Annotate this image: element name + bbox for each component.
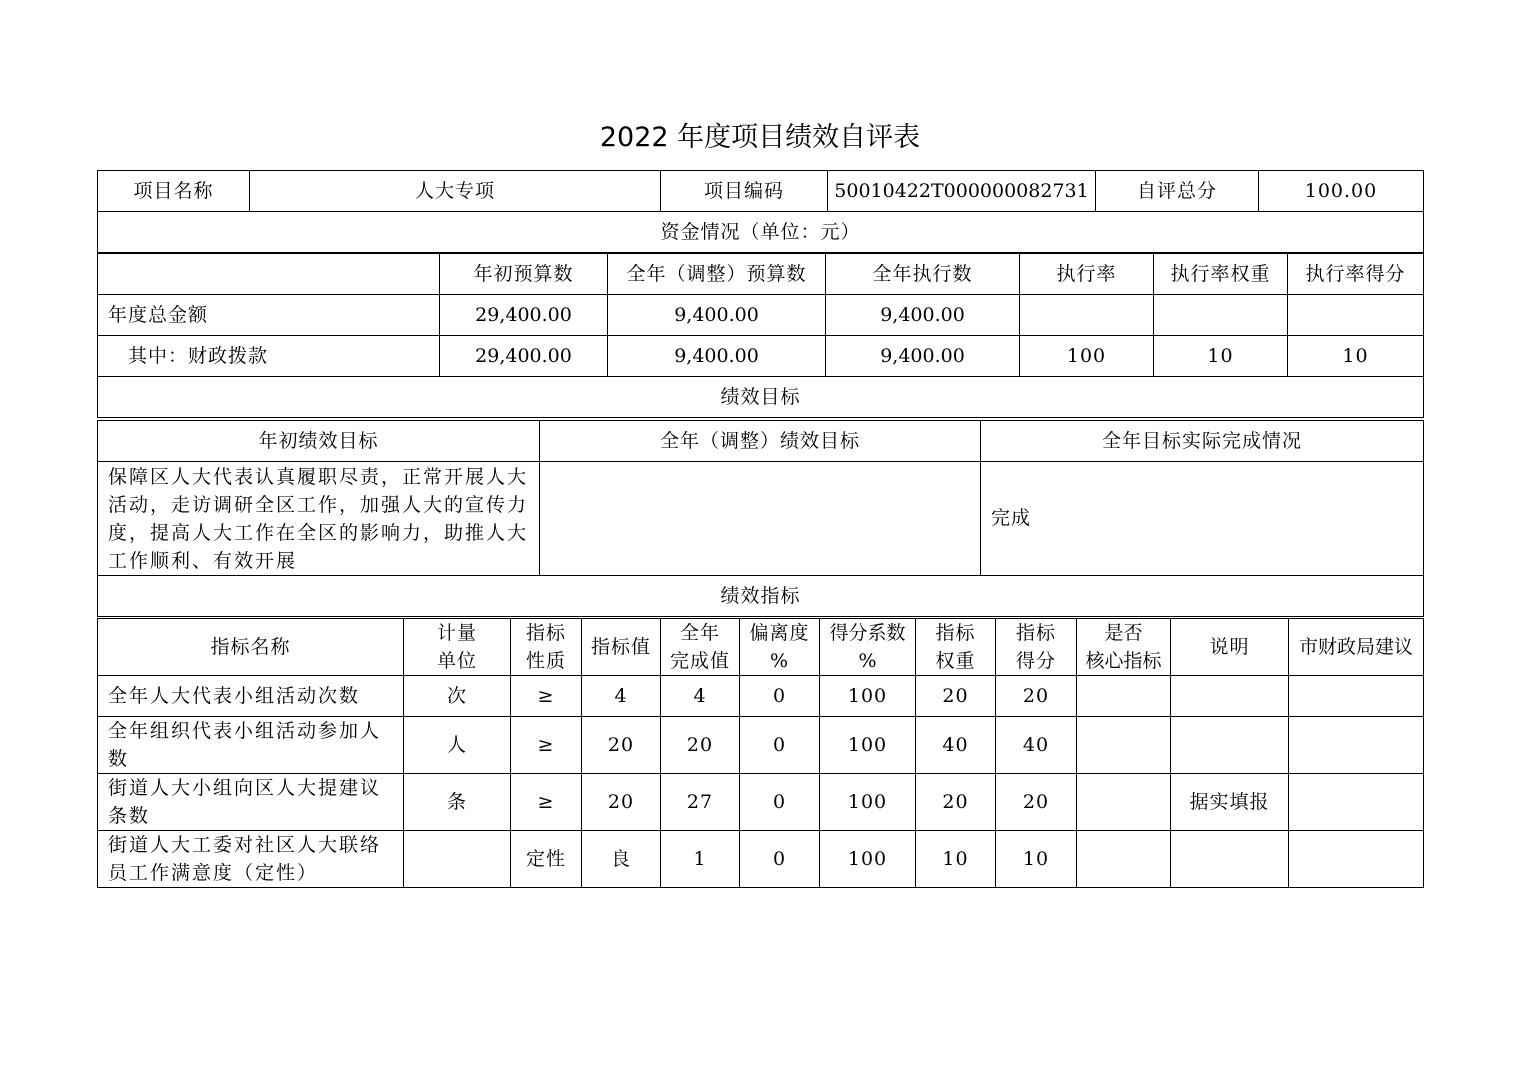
indicator-cell: ≥ [511, 774, 582, 831]
goals-section-title: 绩效目标 [98, 377, 1424, 418]
indicator-header-line: 得分 [1015, 650, 1056, 672]
indicator-header-cell [661, 619, 740, 676]
indicator-cell: 10 [996, 831, 1077, 888]
funds-row-total [98, 295, 1424, 336]
indicator-cell: 条 [404, 774, 511, 831]
indicator-name: 街道人大小组向区人大提建议条数 [98, 774, 404, 831]
indicator-row [98, 774, 1424, 831]
indicator-name: 全年组织代表小组活动参加人数 [98, 717, 404, 774]
funds-section-title: 资金情况（单位：元） [98, 212, 1424, 253]
indicator-header-line: % [769, 650, 790, 672]
funds-header-row [98, 254, 1424, 295]
goals-header-row [98, 421, 1424, 462]
funds-cell: 9,400.00 [826, 295, 1020, 336]
indicator-cell: 40 [916, 717, 996, 774]
page-title: 2022 年度项目绩效自评表 [599, 122, 921, 153]
funds-table [97, 253, 1424, 418]
indicator-cell: 0 [740, 831, 820, 888]
indicator-cell: 100 [820, 774, 916, 831]
indicator-header-line: 全年 [679, 622, 720, 644]
indicator-cell [1077, 774, 1171, 831]
indicator-header-line: 是否 [1104, 622, 1143, 644]
project-code-value: 50010422T000000082731 [828, 171, 1096, 212]
indicator-cell: 1 [661, 831, 740, 888]
indicators-header-row [98, 619, 1424, 676]
indicator-cell [1171, 831, 1289, 888]
indicator-header-cell [916, 619, 996, 676]
indicator-name: 全年人大代表小组活动次数 [98, 676, 404, 717]
indicator-cell [1077, 717, 1171, 774]
indicator-cell: ≥ [511, 717, 582, 774]
indicator-cell: 27 [661, 774, 740, 831]
goals-content-row [98, 462, 1424, 576]
project-info-row [98, 171, 1424, 212]
indicator-cell: 20 [916, 774, 996, 831]
indicator-header-cell [996, 619, 1077, 676]
indicator-cell: 0 [740, 774, 820, 831]
indicator-cell: 10 [916, 831, 996, 888]
indicator-cell: 100 [820, 676, 916, 717]
indicator-header-line: 得分系数 [829, 622, 906, 644]
indicator-header-line: 指标 [525, 622, 566, 644]
indicator-header-line: 市财政局建议 [1298, 636, 1413, 658]
indicator-header-line: 计量 [436, 622, 477, 644]
indicator-header-cell [740, 619, 820, 676]
indicator-cell: 20 [582, 774, 661, 831]
adjusted-goal-text [540, 462, 981, 576]
indicators-table [97, 618, 1424, 888]
indicator-cell: 0 [740, 717, 820, 774]
indicator-cell [1077, 676, 1171, 717]
indicator-cell: 据实填报 [1171, 774, 1289, 831]
indicator-name: 街道人大工委对社区人大联络员工作满意度（定性） [98, 831, 404, 888]
indicator-header-cell [98, 619, 404, 676]
indicator-cell: 定性 [511, 831, 582, 888]
funds-cell: 100 [1020, 336, 1154, 377]
funds-cell: 其中：财政拨款 [98, 336, 440, 377]
indicator-header-line: 单位 [436, 650, 477, 672]
funds-header-cell: 全年执行数 [826, 254, 1020, 295]
indicators-section-row [98, 576, 1424, 617]
indicator-header-cell [511, 619, 582, 676]
indicator-cell: 40 [996, 717, 1077, 774]
indicator-header-line: 指标名称 [210, 636, 291, 658]
funds-header-cell: 执行率得分 [1288, 254, 1424, 295]
indicator-cell: ≥ [511, 676, 582, 717]
funds-header-cell: 执行率 [1020, 254, 1154, 295]
indicator-cell [1171, 676, 1289, 717]
indicator-cell [404, 831, 511, 888]
indicator-cell: 4 [661, 676, 740, 717]
indicator-header-line: 核心指标 [1085, 650, 1162, 672]
indicator-cell: 20 [661, 717, 740, 774]
project-code-label: 项目编码 [661, 171, 828, 212]
goals-section-row [98, 377, 1424, 418]
funds-cell: 年度总金额 [98, 295, 440, 336]
indicator-cell [1289, 774, 1424, 831]
indicator-header-line: % [858, 650, 877, 672]
funds-cell: 9,400.00 [608, 295, 826, 336]
indicator-header-line: 指标 [935, 622, 976, 644]
indicator-header-cell [404, 619, 511, 676]
indicator-header-line: 完成值 [669, 650, 730, 672]
indicator-cell: 人 [404, 717, 511, 774]
indicator-header-cell [582, 619, 661, 676]
funds-cell: 29,400.00 [440, 336, 608, 377]
indicator-cell: 0 [740, 676, 820, 717]
funds-cell: 10 [1288, 336, 1424, 377]
funds-cell [1020, 295, 1154, 336]
indicator-header-line: 偏离度 [749, 622, 810, 644]
funds-section-row [98, 212, 1424, 253]
indicator-header-line: 权重 [935, 650, 976, 672]
goals-table [97, 420, 1424, 617]
project-info-table [97, 170, 1424, 253]
indicator-cell: 20 [916, 676, 996, 717]
indicator-header-line: 指标 [1015, 622, 1056, 644]
indicator-header-line: 性质 [525, 650, 566, 672]
funds-header-cell: 全年（调整）预算数 [608, 254, 826, 295]
funds-header-cell: 年初预算数 [440, 254, 608, 295]
funds-cell: 29,400.00 [440, 295, 608, 336]
indicator-cell: 4 [582, 676, 661, 717]
indicator-cell: 20 [996, 774, 1077, 831]
indicator-row [98, 676, 1424, 717]
indicator-cell: 100 [820, 717, 916, 774]
funds-header-cell: 执行率权重 [1154, 254, 1288, 295]
indicator-header-line: 说明 [1209, 636, 1250, 658]
indicator-cell: 良 [582, 831, 661, 888]
indicator-cell [1289, 676, 1424, 717]
indicator-cell: 次 [404, 676, 511, 717]
funds-row-fiscal [98, 336, 1424, 377]
indicator-cell: 20 [582, 717, 661, 774]
funds-cell: 9,400.00 [608, 336, 826, 377]
funds-header-cell [98, 254, 440, 295]
actual-completion-text: 完成 [981, 462, 1424, 576]
indicator-cell [1289, 717, 1424, 774]
self-score-value: 100.00 [1259, 171, 1424, 212]
self-score-label: 自评总分 [1096, 171, 1259, 212]
indicator-header-line: 指标值 [590, 636, 651, 658]
indicator-cell [1171, 717, 1289, 774]
initial-goal-text: 保障区人大代表认真履职尽责，正常开展人大活动，走访调研全区工作，加强人大的宣传力度，提高人大工作在全区的影响力，助推人大工作顺利、有效开展 [98, 462, 540, 576]
indicator-header-cell [1077, 619, 1171, 676]
indicator-header-cell [1289, 619, 1424, 676]
indicator-cell [1289, 831, 1424, 888]
indicator-cell: 100 [820, 831, 916, 888]
indicators-section-title: 绩效指标 [98, 576, 1424, 617]
funds-cell: 9,400.00 [826, 336, 1020, 377]
indicator-cell: 20 [996, 676, 1077, 717]
indicator-row [98, 831, 1424, 888]
indicator-row [98, 717, 1424, 774]
funds-cell [1154, 295, 1288, 336]
goals-header-cell: 全年目标实际完成情况 [981, 421, 1424, 462]
indicator-header-cell [1171, 619, 1289, 676]
goals-header-cell: 全年（调整）绩效目标 [540, 421, 981, 462]
project-name-value: 人大专项 [250, 171, 661, 212]
funds-cell [1288, 295, 1424, 336]
indicator-cell [1077, 831, 1171, 888]
goals-header-cell: 年初绩效目标 [98, 421, 540, 462]
project-name-label: 项目名称 [98, 171, 250, 212]
indicator-header-cell [820, 619, 916, 676]
funds-cell: 10 [1154, 336, 1288, 377]
